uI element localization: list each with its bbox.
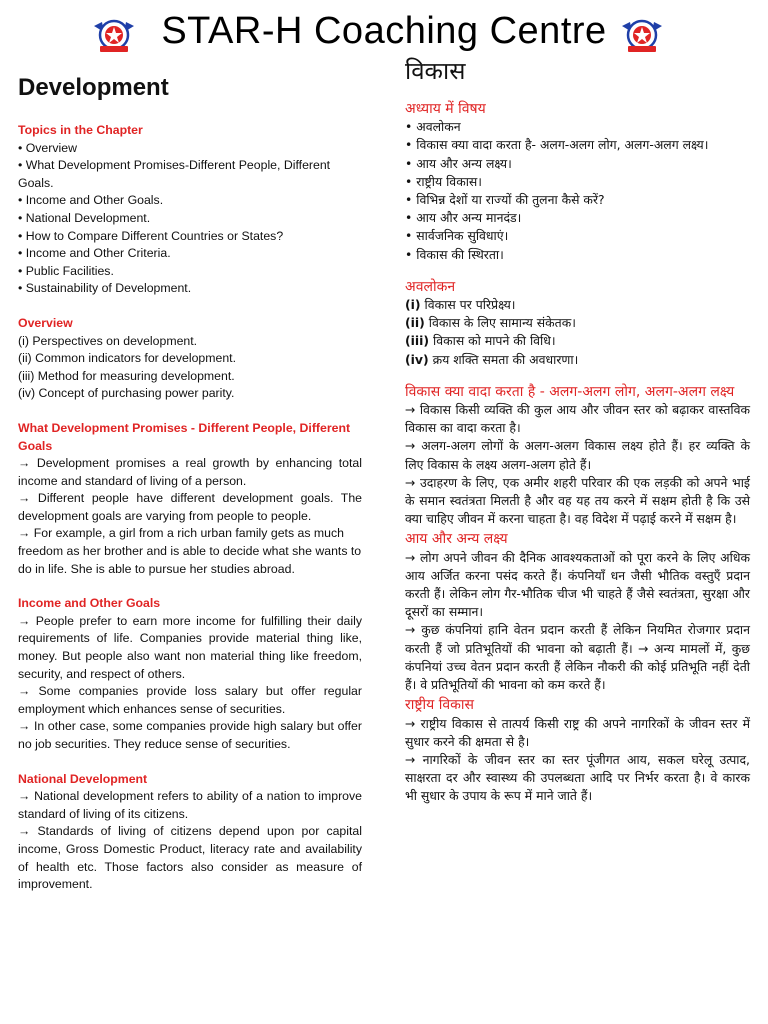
- english-title: Development: [18, 74, 169, 101]
- list-item: • Income and Other Goals.: [18, 193, 164, 208]
- paragraph: → कुछ कंपनियां हानि वेतन प्रदान करती हैं लेकिन नियमित रोजगार प्रदान करती हैं जो प्रतिभूतियों की भावना को बढ़ाती हैं। → अन्य मामलों में, कुछ कंपनियां उच्च वेतन प्रदान करती हैं लेकिन नौकरी की कोई प्रतिभूति नहीं देती हैं। वे प्रतिभूतियों की भावना को कम करते हैं।: [405, 622, 750, 693]
- list-item: • आय और अन्य लक्ष्य।: [405, 155, 512, 171]
- item-text: क्रय शक्ति समता की अवधारणा।: [428, 351, 579, 367]
- item-text: विकास को मापने की विधि।: [429, 333, 556, 349]
- topics-list-hindi: [405, 118, 750, 264]
- list-item: (ii) Common indicators for development.: [18, 351, 237, 366]
- item-text: विकास के लिए सामान्य संकेतक।: [424, 315, 576, 331]
- list-item: (i) Perspectives on development.: [18, 333, 198, 348]
- income-heading: Income and Other Goals: [18, 596, 161, 611]
- paragraph: → Some companies provide loss salary but offer regular employment which enhances sense of securities.: [18, 684, 362, 716]
- topics-list: [18, 140, 362, 298]
- list-item: • Overview: [18, 140, 77, 155]
- list-item: • Sustainability of Development.: [18, 281, 192, 296]
- overview-list: [18, 333, 362, 403]
- list-item: • अवलोकन: [405, 119, 461, 135]
- item-number: (i): [405, 297, 421, 313]
- list-item: • Public Facilities.: [18, 263, 114, 278]
- list-item: • National Development.: [18, 210, 151, 225]
- list-item: [405, 314, 750, 332]
- coaching-logo-icon: [620, 12, 664, 56]
- list-item: (iv) Concept of purchasing power parity.: [18, 386, 235, 401]
- promises-heading: What Development Promises - Different People, Different Goals: [18, 420, 351, 453]
- list-item: • Income and Other Criteria.: [18, 246, 171, 261]
- list-item: • राष्ट्रीय विकास।: [405, 173, 482, 189]
- topics-heading-hindi: अध्याय में विषय: [405, 101, 486, 117]
- list-item: (iii) Method for measuring development.: [18, 368, 235, 383]
- list-item: [405, 296, 750, 314]
- list-item: • विकास क्या वादा करता है- अलग-अलग लोग, अलग-अलग लक्ष्य।: [405, 137, 709, 153]
- paragraph: → In other case, some companies provide high salary but offer no job securities. They reduce sense of securities.: [18, 719, 362, 751]
- topics-heading: Topics in the Chapter: [18, 123, 143, 137]
- overview-heading: Overview: [18, 315, 73, 330]
- hindi-title: विकास: [405, 57, 466, 85]
- paragraph: → लोग अपने जीवन की दैनिक आवश्यकताओं को पूरा करने के लिए अधिक आय अर्जित करना पसंद करते हैं। कंपनियाँ धन जैसी भौतिक वस्तुएँ प्रदान करती हैं। लेकिन लोग गैर-भौतिक चीज भी चाहते हैं जैसे स्वतंत्रता, सुरक्षा और दूसरों का सम्मान।: [405, 549, 750, 620]
- list-item: • How to Compare Different Countries or States?: [18, 228, 284, 243]
- overview-heading-hindi: अवलोकन: [405, 278, 456, 295]
- paragraph: → Standards of living of citizens depend upon por capital income, Gross Domestic Product, literacy rate and availability of health etc. Those factors also consider as measure of improvement.: [18, 824, 362, 892]
- item-number: (iv): [405, 351, 429, 367]
- list-item: • आय और अन्य मानदंड।: [405, 210, 522, 226]
- item-number: (iii): [405, 333, 430, 349]
- hindi-column: [405, 56, 750, 806]
- header-title: STAR-H Coaching Centre: [161, 10, 607, 52]
- paragraph: → Development promises a real growth by enhancing total income and standard of living of a person.: [18, 456, 362, 488]
- paragraph: → राष्ट्रीय विकास से तात्पर्य किसी राष्ट्र की अपने नागरिकों के जीवन स्तर में सुधार करने की क्षमता से है।: [405, 715, 750, 749]
- paragraph: → विकास किसी व्यक्ति की कुल आय और जीवन स्तर को बढ़ाकर वास्तविक विकास का वादा करता है।: [405, 402, 750, 436]
- paragraph: → अलग-अलग लोगों के अलग-अलग विकास लक्ष्य होते हैं। हर व्यक्ति के लिए विकास के लक्ष्य अलग-अलग होते हैं।: [405, 438, 750, 472]
- list-item: [405, 332, 750, 350]
- list-item: • विकास की स्थिरता।: [405, 246, 504, 262]
- list-item: • सार्वजनिक सुविधाएं।: [405, 228, 509, 244]
- item-number: (ii): [405, 315, 425, 331]
- list-item: [405, 351, 750, 369]
- national-heading-hindi: राष्ट्रीय विकास: [405, 697, 474, 714]
- promises-heading-hindi: विकास क्या वादा करता है - अलग-अलग लोग, अलग-अलग लक्ष्य: [405, 383, 735, 400]
- national-heading: National Development: [18, 771, 148, 786]
- paragraph: → Different people have different development goals. The development goals are varying from people to people.: [18, 491, 362, 523]
- list-item: • विभिन्न देशों या राज्यों की तुलना कैसे करें?: [405, 192, 605, 208]
- paragraph: → नागरिकों के जीवन स्तर का स्तर पूंजीगत आय, सकल घरेलू उत्पाद, साक्षरता दर और स्वास्थ्य की उपलब्धता आदि पर निर्भर करता है। वे कारक भी सुधार के उपाय के रूप में माने जाते हैं।: [405, 751, 750, 804]
- english-column: [18, 72, 362, 894]
- page-header: [0, 4, 768, 64]
- overview-list-hindi: [405, 296, 750, 369]
- list-item: • What Development Promises-Different People, Different Goals.: [18, 158, 331, 190]
- paragraph: → National development refers to ability of a nation to improve standard of living of its citizens.: [18, 789, 362, 821]
- paragraph: → For example, a girl from a rich urban family gets as much freedom as her brother and is able to decide what she wants to do in life. She is able to pursue her studies abroad.: [18, 526, 362, 576]
- paragraph: → People prefer to earn more income for fulfilling their daily requirements of life. Companies provide material thing like, money. But people also want non material thing like freedom, security, and respect of others.: [18, 613, 362, 681]
- income-heading-hindi: आय और अन्य लक्ष्य: [405, 531, 508, 548]
- item-text: विकास पर परिप्रेक्ष्य।: [420, 297, 516, 313]
- paragraph: → उदाहरण के लिए, एक अमीर शहरी परिवार की एक लड़की को अपने भाई के समान स्वतंत्रता मिलती है और वह यह तय करने में सक्षम होती है कि उसे क्या चाहिए जीवन में करना चाहता है। वह विदेश में पढ़ाई करने में सक्षम है।: [405, 474, 750, 527]
